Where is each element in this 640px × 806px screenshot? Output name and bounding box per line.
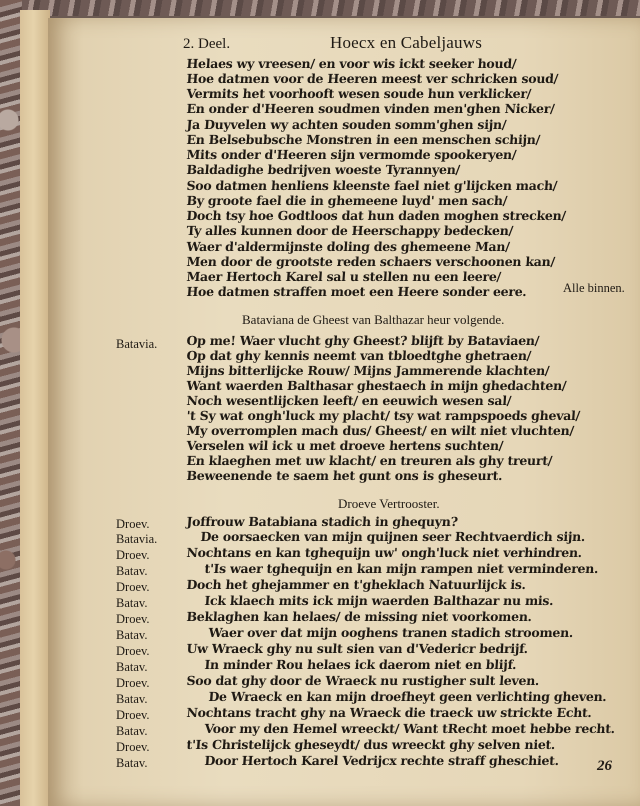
speaker-label: Batavia.	[116, 337, 158, 351]
scene-heading: Droeve Vertrooster.	[338, 496, 440, 511]
dialogue-line: Nochtans tracht ghy na Wraeck die traeck uw strickte Echt.	[186, 705, 593, 720]
verse-line: Beweenende te saem het gunt ons is gheseurt.	[186, 468, 503, 483]
verse-line: Mijns bitterlijcke Rouw/ Mijns Jammerende klachten/	[186, 363, 550, 378]
stage-direction-exit: Alle binnen.	[563, 281, 625, 295]
verse-line: Helaes wy vreesen/ en voor wis ickt seeker houd/	[186, 56, 517, 71]
dialogue-line: In minder Rou helaes ick daerom niet en blijf.	[204, 657, 517, 672]
speaker-label: Droev.	[116, 580, 150, 594]
verse-line: Maer Hertoch Karel sal u stellen nu een leere/	[186, 269, 502, 284]
dialogue-line: Ick klaech mits ick mijn waerden Balthazar nu mis.	[204, 593, 554, 608]
verse-line: Hoe datmen straffen moet een Heere sonder eere.	[186, 284, 528, 299]
verse-line: En klaeghen met uw klacht/ en treuren als ghy treurt/	[186, 453, 553, 468]
verse-line: Ty alles kunnen door de Heerschappy bedecken/	[186, 223, 514, 238]
page-edge-strip	[20, 10, 50, 806]
verse-line: By groote fael die in ghemeene luyd' men sach/	[186, 193, 508, 208]
speaker-label: Droev.	[116, 548, 150, 562]
speaker-label: Droev.	[116, 517, 150, 531]
verse-line: Vermits het voorhooft wesen soude hun verklicker/	[186, 86, 532, 101]
dialogue-line: De oorsaecken van mijn quijnen seer Rechtvaerdich sijn.	[200, 529, 586, 544]
dialogue-line: Uw Wraeck ghy nu sult sien van d'Vedericr bedrijf.	[186, 641, 529, 656]
dialogue-line: Waer over dat mijn ooghens tranen stadich stroomen.	[208, 625, 574, 640]
verse-line: En onder d'Heeren soudmen vinden men'ghen Nicker/	[186, 101, 556, 116]
speaker-label: Batav.	[116, 596, 148, 610]
marbled-cover-top	[0, 0, 640, 16]
dialogue-line: t'Is waer tghequijn en kan mijn rampen niet verminderen.	[204, 561, 599, 576]
speaker-label: Droev.	[116, 676, 150, 690]
dialogue-line: Voor my den Hemel wreeckt/ Want tRecht moet hebbe recht.	[204, 721, 616, 736]
verse-line: Mits onder d'Heeren sijn vermomde spookeryen/	[186, 147, 517, 162]
speaker-label: Droev.	[116, 708, 150, 722]
running-title: Hoecx en Cabeljauws	[330, 33, 483, 52]
speaker-label: Batav.	[116, 724, 148, 738]
dialogue-line: Soo dat ghy door de Wraeck nu rustigher sult leven.	[186, 673, 540, 688]
scene-heading: Bataviana de Gheest van Balthazar heur volgende.	[242, 312, 505, 327]
verse-line: Soo datmen henliens kleenste fael niet g'lijcken mach/	[186, 178, 558, 193]
speaker-label: Batav.	[116, 628, 148, 642]
verse-line: Op dat ghy kennis neemt van tbloedtghe ghetraen/	[186, 348, 532, 363]
part-label: 2. Deel.	[183, 36, 231, 52]
verse-line: Noch wesentlijcken leeft/ en eeuwich wesen sal/	[186, 393, 512, 408]
marbled-cover-left	[0, 0, 22, 806]
speaker-label: Batav.	[116, 660, 148, 674]
speaker-label: Batav.	[116, 692, 148, 706]
speaker-label: Droev.	[116, 740, 150, 754]
verse-line: Hoe datmen voor de Heeren meest ver schricken soud/	[186, 71, 559, 86]
speaker-label: Batavia.	[116, 532, 158, 546]
dialogue-line: De Wraeck en kan mijn droefheyt geen verlichting gheven.	[208, 689, 608, 704]
speaker-label: Droev.	[116, 612, 150, 626]
verse-line: Doch tsy hoe Godtloos dat hun daden moghen strecken/	[186, 208, 567, 223]
verse-line: My overromplen mach dus/ Gheest/ en wilt niet vluchten/	[186, 423, 575, 438]
verse-line: Op me! Waer vlucht ghy Gheest? blijft by Bataviaen/	[186, 333, 540, 348]
dialogue-line: Beklaghen kan helaes/ de missing niet voorkomen.	[186, 609, 533, 624]
dialogue-line: Door Hertoch Karel Vedrijcx rechte straff gheschiet.	[204, 753, 560, 768]
verse-line: Waer d'aldermijnste doling des ghemeene Man/	[186, 239, 511, 254]
verse-line: Men door de grootste reden schaers verschoonen kan/	[186, 254, 556, 269]
verse-line: Ja Duyvelen wy achten souden somm'ghen sijn/	[186, 117, 507, 132]
verse-line: Baldadighe bedrijven woeste Tyrannyen/	[186, 162, 461, 177]
verse-line: En Belsebubsche Monstren in een menschen schijn/	[186, 132, 541, 147]
dialogue-line: Doch het ghejammer en t'gheklach Natuurlijck is.	[186, 577, 527, 592]
folio-number: 26	[597, 758, 612, 774]
speaker-label: Batav.	[116, 564, 148, 578]
speaker-label: Droev.	[116, 644, 150, 658]
speaker-label: Batav.	[116, 756, 148, 770]
verse-line: 't Sy wat ongh'luck my placht/ tsy wat rampspoeds gheval/	[186, 408, 581, 423]
dialogue-line: Joffrouw Batabiana stadich in ghequyn?	[186, 514, 459, 529]
dialogue-line: Nochtans en kan tghequijn uw' ongh'luck niet verhindren.	[186, 545, 583, 560]
verse-line: Verselen wil ick u met droeve hertens suchten/	[186, 438, 504, 453]
dialogue-line: t'Is Christelijck gheseydt/ dus wreeckt ghy selven niet.	[186, 737, 556, 752]
verse-line: Want waerden Balthasar ghestaech in mijn ghedachten/	[186, 378, 567, 393]
